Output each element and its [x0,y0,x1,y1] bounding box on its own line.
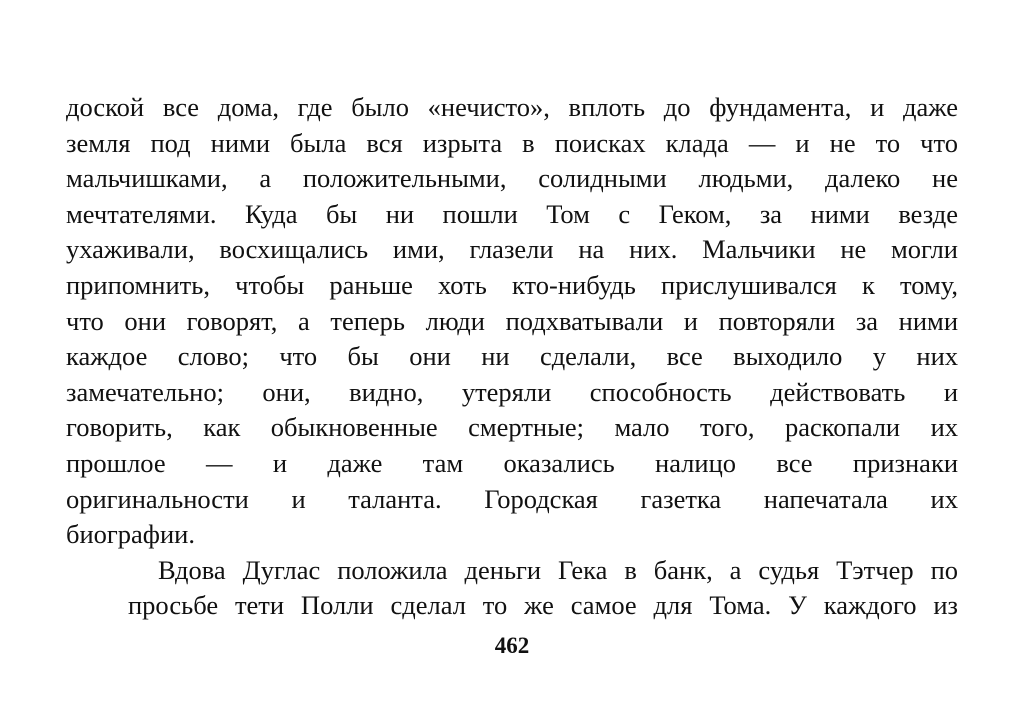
text-line: земля под ними была вся изрыта в поисках клада — и не то что [66,127,958,158]
text-line: прошлое — и даже там оказались налицо все признаки [66,447,958,478]
text-line: просьбе тети Полли сделал то же самое для Тома. У каждого из [128,590,958,621]
text-line: мечтателями. Куда бы ни пошли Том с Геком, за ними везде [66,198,958,229]
text-line: замечательно; они, видно, утеряли способность действовать и [66,376,958,407]
text-line: ухаживали, восхищались ими, глазели на них. Мальчики не могли [66,234,958,265]
text-line: доской все дома, где было «нечисто», вплоть до фундамента, и даже [66,92,958,122]
text-line: мальчишками, а положительными, солидными людьми, далеко не [66,163,958,194]
text-line: оригинальности и таланта. Городская газетка напечатала их [66,483,958,514]
paragraph [66,553,958,624]
page-text [66,90,958,624]
text-line: припомнить, чтобы раньше хоть кто-нибудь прислушивался к тому, [66,269,958,300]
text-line: говорить, как обыкновенные смертные; мало того, раскопали их [66,412,958,443]
text-line: Вдова Дуглас положила деньги Гека в банк, а судья Тэтчер по [158,554,958,585]
text-line: что они говорят, а теперь люди подхватывали и повторяли за ними [66,305,958,336]
text-line: каждое слово; что бы они ни сделали, все выходило у них [66,341,958,372]
text-line: биографии. [66,519,195,550]
paragraph [66,90,958,553]
page-number: 462 [494,633,530,658]
